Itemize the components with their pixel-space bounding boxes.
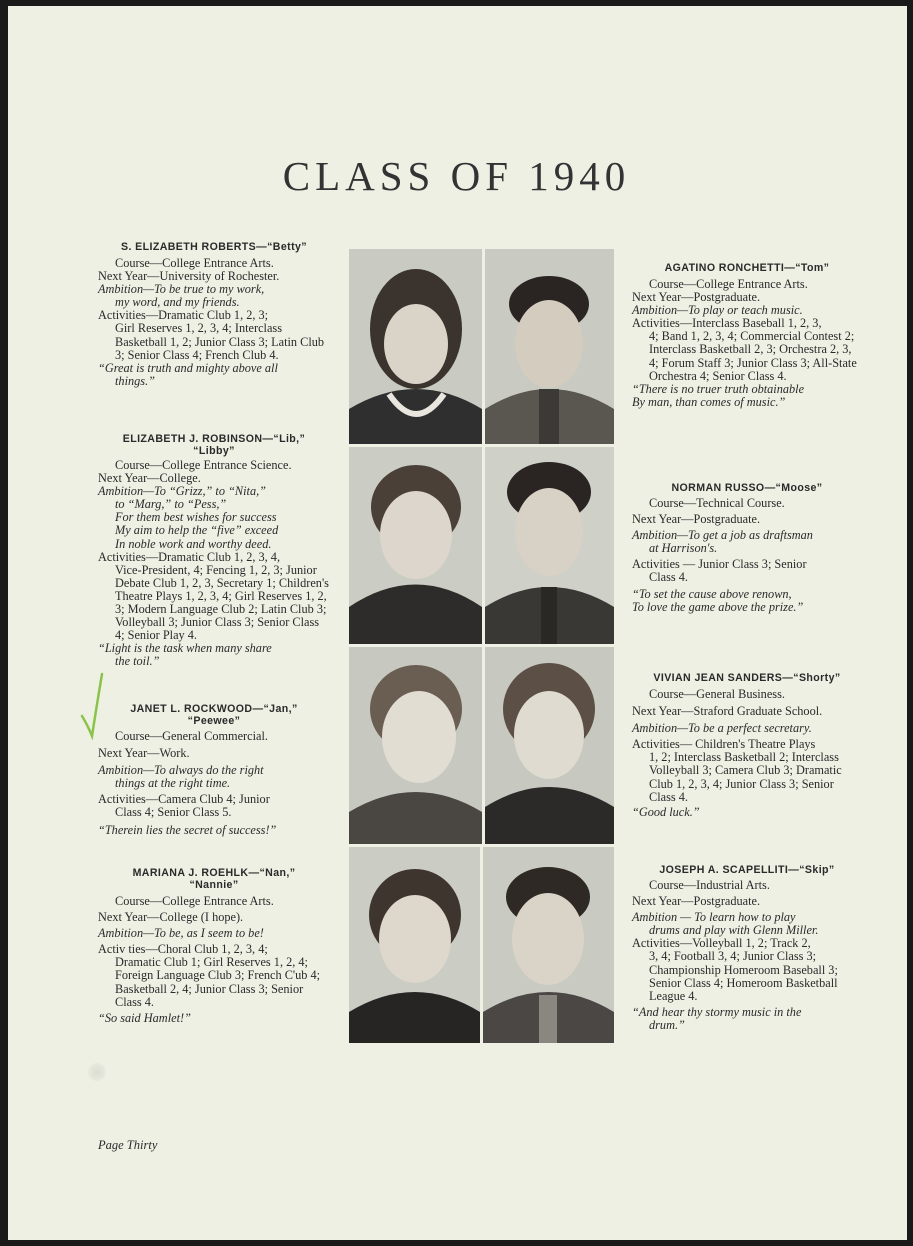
portrait-photo-ronchetti <box>485 249 614 444</box>
ambition: Ambition—To get a job as draftsman <box>632 528 813 543</box>
student-name: S. ELIZABETH ROBERTS—“Betty” <box>120 241 307 253</box>
course: Course—Industrial Arts. <box>649 878 770 892</box>
quote-cont: To love the game above the prize.” <box>632 599 804 614</box>
activities-cont: Girl Reserves 1, 2, 3, 4; Interclass Basketball 1, 2; Junior Class 3; Latin Club 3; Senior Class 4; French Club 4. <box>115 321 325 362</box>
course: Course—General Commercial. <box>115 729 268 743</box>
activities: Activities — Junior Class 3; Senior <box>632 557 807 572</box>
ambition: Ambition—To always do the right <box>98 763 264 778</box>
ambition: Ambition—To be a perfect secretary. <box>632 721 812 736</box>
portrait-photo-roehlk <box>349 847 480 1043</box>
activities-cont: Class 4. <box>649 570 688 585</box>
quote: “Light is the task when many share <box>98 641 272 656</box>
ambition-cont: at Harrison's. <box>649 541 718 556</box>
activities: Activities—Dramatic Club 1, 2, 3, 4, <box>98 549 281 564</box>
activities: Activities—Camera Club 4; Junior <box>98 792 270 807</box>
activities: Activ ties—Choral Club 1, 2, 3, 4; <box>98 942 268 957</box>
ambition: Ambition — To learn how to play <box>632 910 796 925</box>
course: Course—General Business. <box>649 687 785 701</box>
student-name: MARIANA J. ROEHLK—“Nan,” “Nannie” <box>132 867 296 891</box>
student-name: VIVIAN JEAN SANDERS—“Shorty” <box>653 672 841 684</box>
activities-cont: Class 4; Senior Class 5. <box>115 805 232 820</box>
next-year: Next Year—Straford Graduate School. <box>632 704 823 719</box>
quote: “Great is truth and mighty above all <box>98 360 278 375</box>
activities-cont: 4; Band 1, 2, 3, 4; Commercial Contest 2; Interclass Basketball 2, 3; Orchestra 2, 3, 4; Forum Staff 3; Junior Class 3; All-State Orchestra 4; Senior Class 4. <box>649 329 857 383</box>
quote: “So said Hamlet!” <box>98 1010 191 1025</box>
activities: Activities— Children's Theatre Plays <box>632 737 816 752</box>
student-name: JANET L. ROCKWOOD—“Jan,” “Peewee” <box>130 703 298 727</box>
next-year: Next Year—Postgraduate. <box>632 894 761 909</box>
ambition: Ambition—To play or teach music. <box>632 303 803 318</box>
quote-cont: By man, than comes of music.” <box>632 394 786 409</box>
student-name: JOSEPH A. SCAPELLITI—“Skip” <box>659 864 835 876</box>
ambition: Ambition—To “Grizz,” to “Nita,” <box>98 484 267 499</box>
ambition-cont: drums and play with Glenn Miller. <box>649 923 819 938</box>
portrait-photo-scapelliti <box>483 847 614 1043</box>
student-entry-rockwood <box>98 703 330 837</box>
quote-cont: the toil.” <box>115 654 160 669</box>
course: Course—College Entrance Science. <box>115 458 292 472</box>
next-year: Next Year—Postgraduate. <box>632 512 761 527</box>
next-year: Next Year—College (I hope). <box>98 910 244 925</box>
ambition: Ambition—To be true to my work, <box>98 282 265 297</box>
portrait-photo-robinson <box>349 447 482 644</box>
ambition-cont: things at the right time. <box>115 776 231 791</box>
ambition: Ambition—To be, as I seem to be! <box>98 926 264 941</box>
course: Course—Technical Course. <box>649 496 785 510</box>
ambition-cont: In noble work and worthy deed. <box>115 536 272 551</box>
quote: “Therein lies the secret of success!” <box>98 822 277 837</box>
quote-cont: things.” <box>115 373 155 388</box>
portrait-photo-sanders <box>485 647 614 844</box>
quote-cont: drum.” <box>649 1017 685 1032</box>
quote: “Good luck.” <box>632 804 700 819</box>
course: Course—College Entrance Arts. <box>115 894 274 908</box>
next-year: Next Year—College. <box>98 471 201 486</box>
page-number: Page Thirty <box>98 1138 158 1152</box>
student-entry-scapelliti <box>632 864 862 1032</box>
student-name: ELIZABETH J. ROBINSON—“Lib,” “Libby” <box>122 433 306 457</box>
next-year: Next Year—Postgraduate. <box>632 290 761 305</box>
student-entry-robinson <box>98 433 330 669</box>
portrait-photo-rockwood <box>349 647 482 844</box>
student-entry-roberts <box>98 241 330 388</box>
ambition-cont: My aim to help the “five” exceed <box>115 523 279 538</box>
student-entry-roehlk <box>98 867 330 1025</box>
student-name: NORMAN RUSSO—“Moose” <box>671 482 823 494</box>
activities: Activities—Dramatic Club 1, 2, 3; <box>98 308 269 323</box>
ambition-cont: For them best wishes for success <box>115 510 277 525</box>
ambition-cont: my word, and my friends. <box>115 295 240 310</box>
portrait-photo-roberts <box>349 249 482 444</box>
quote: “To set the cause above renown, <box>632 586 792 601</box>
next-year: Next Year—Work. <box>98 746 190 761</box>
student-entry-sanders <box>632 672 862 819</box>
activities: Activities—Volleyball 1, 2; Track 2, <box>632 936 811 951</box>
activities: Activities—Interclass Baseball 1, 2, 3, <box>632 316 822 331</box>
portrait-photo-russo <box>485 447 614 644</box>
course: Course—College Entrance Arts. <box>649 277 808 291</box>
activities-cont: Dramatic Club 1; Girl Reserves 1, 2, 4; Foreign Language Club 3; French C'ub 4; Basketball 2, 4; Junior Class 3; Senior Class 4. <box>115 955 321 1009</box>
activities-cont: 1, 2; Interclass Basketball 2; Interclass Volleyball 3; Camera Club 3; Dramatic Club 1, 2, 3, 4; Junior Class 3; Senior Class 4. <box>649 750 842 804</box>
quote: “And hear thy stormy music in the <box>632 1004 802 1019</box>
student-name: AGATINO RONCHETTI—“Tom” <box>664 262 830 274</box>
next-year: Next Year—University of Rochester. <box>98 269 280 284</box>
student-entry-russo <box>632 482 862 614</box>
quote: “There is no truer truth obtainable <box>632 381 805 396</box>
activities-cont: 3, 4; Football 3, 4; Junior Class 3; Championship Homeroom Baseball 3; Senior Class 4; Homeroom Basketball League 4. <box>649 949 838 1003</box>
course: Course—College Entrance Arts. <box>115 256 274 270</box>
paper-smudge <box>88 1063 106 1081</box>
student-entry-ronchetti <box>632 262 862 409</box>
page-title: CLASS OF 1940 <box>282 153 631 199</box>
ambition-cont: to “Marg,” to “Pess,” <box>115 497 227 512</box>
activities-cont: Vice-President, 4; Fencing 1, 2, 3; Junior Debate Club 1, 2, 3, Secretary 1; Children's Theatre Plays 1, 2, 3, 4; Girl Reserves 1, 2, 3; Modern Language Club 2; Latin Club 3; Volleyball 3; Junior Class 3; Senior Class 4; Senior Play 4. <box>115 562 329 643</box>
